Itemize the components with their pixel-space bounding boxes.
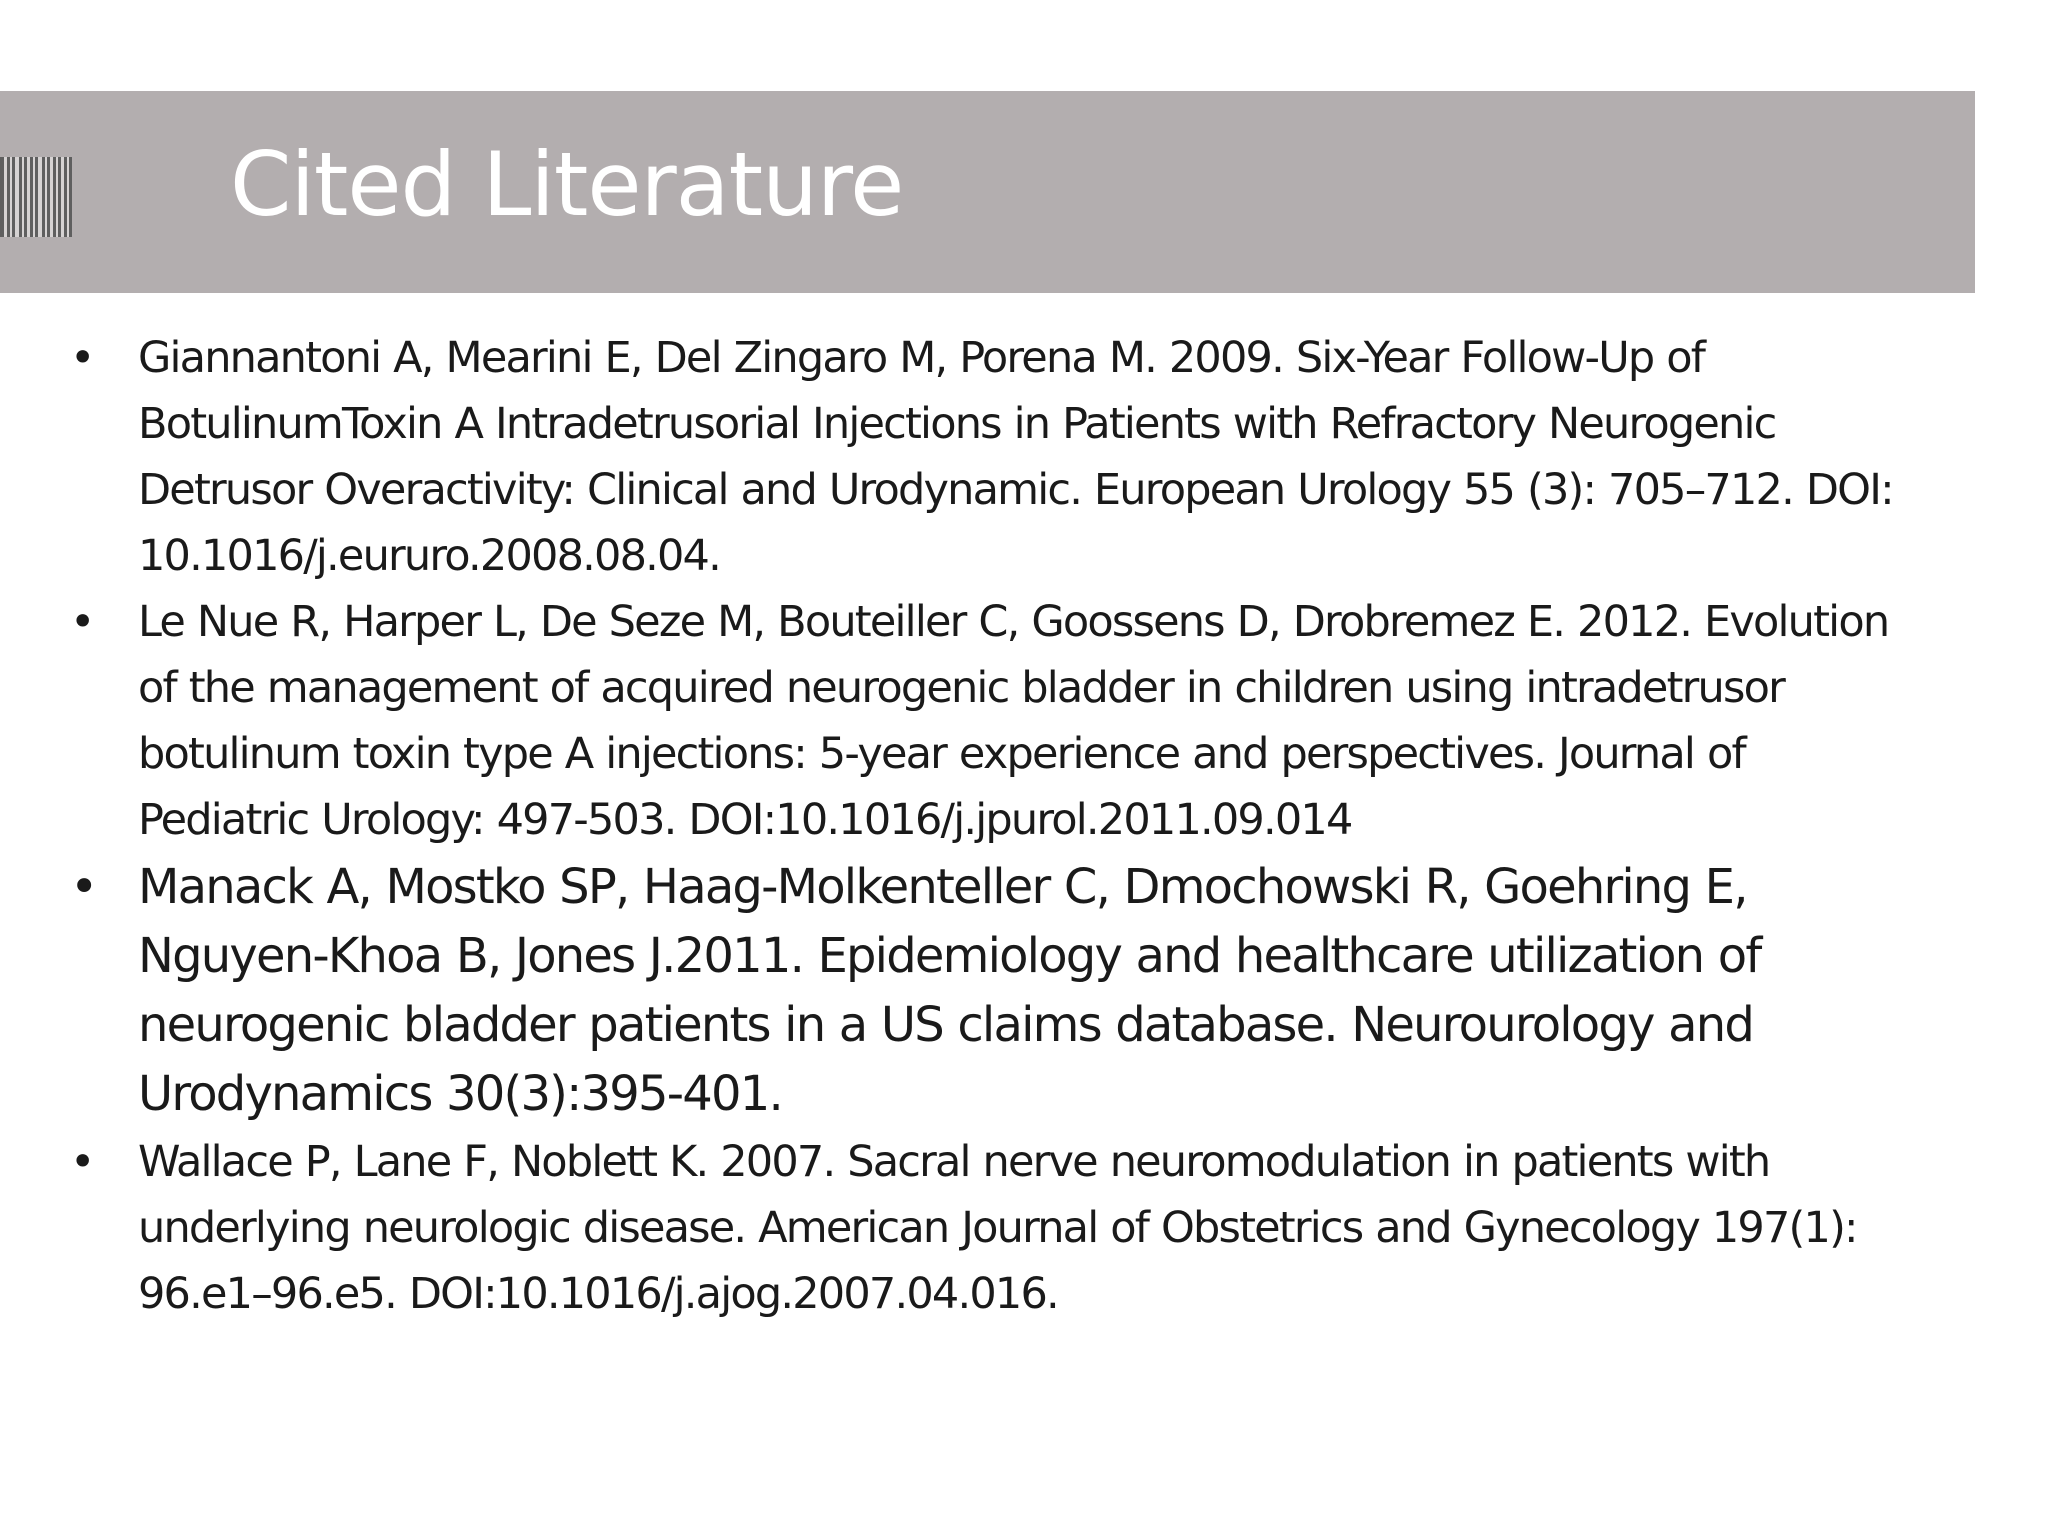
bullet-icon: • [70, 1137, 94, 1187]
reference-item [70, 853, 1900, 1129]
reference-item [70, 589, 1900, 853]
barcode-icon [0, 157, 72, 237]
bullet-icon: • [70, 859, 97, 915]
bullet-icon: • [70, 597, 94, 647]
title-bar [0, 91, 1975, 293]
reference-text: Wallace P, Lane F, Noblett K. 2007. Sacral nerve neuromodulation in patients with underlying neurologic disease. American Journal of Obstetrics and Gynecology 197(1): 96.e1–96.e5. DOI:10.1016/j.ajog.2007.04.016. [138, 1137, 1857, 1319]
bullet-icon: • [70, 333, 94, 383]
reference-item [70, 325, 1900, 589]
slide-title: Cited Literature [230, 133, 904, 236]
reference-text: Le Nue R, Harper L, De Seze M, Bouteiller C, Goossens D, Drobremez E. 2012. Evolution of the management of acquired neurogenic bladder in children using intradetrusor botulinum toxin type A injections: 5-year experience and perspectives. Journal of Pediatric Urology: 497-503. DOI:10.1016/j.jpurol.2011.09.014 [138, 597, 1889, 845]
reference-item [70, 1129, 1900, 1327]
reference-text: Manack A, Mostko SP, Haag-Molkenteller C, Dmochowski R, Goehring E, Nguyen-Khoa B, Jones J.2011. Epidemiology and healthcare utilization of neurogenic bladder patients in a US claims database. Neurourology and Urodynamics 30(3):395-401. [138, 859, 1761, 1122]
reference-text: Giannantoni A, Mearini E, Del Zingaro M, Porena M. 2009. Six-Year Follow-Up of BotulinumToxin A Intradetrusorial Injections in Patients with Refractory Neurogenic Detrusor Overactivity: Clinical and Urodynamic. European Urology 55 (3): 705–712. DOI: 10.1016/j.eururo.2008.08.04. [138, 333, 1893, 581]
reference-list [70, 325, 1900, 1327]
